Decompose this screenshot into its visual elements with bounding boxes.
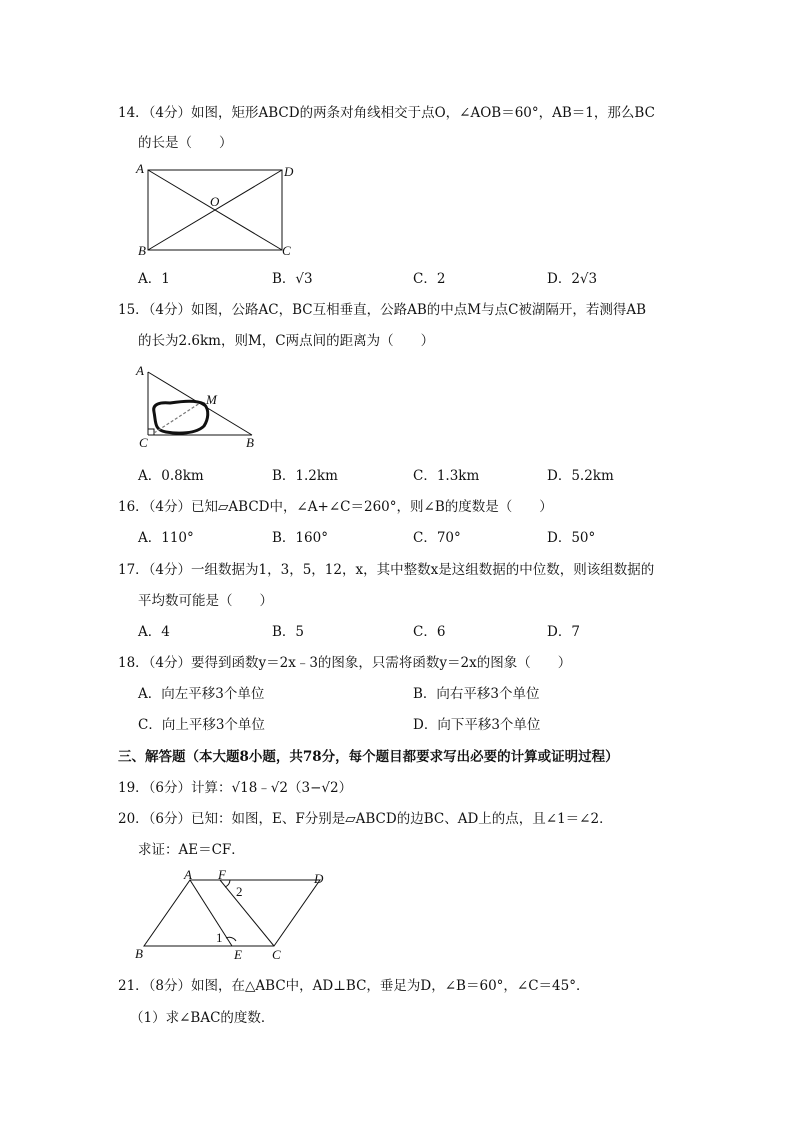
q14-option-b: B．√3 [272,271,313,287]
q16-option-c: C．70° [413,530,461,546]
q20-label-angle1: 1 [216,930,223,945]
q14-stem-line2: 的长是（ ） [138,135,233,151]
q14-label-o: O [210,194,220,209]
q14-option-d: D．2√3 [547,271,598,287]
q20-label-angle2: 2 [236,884,243,899]
q18-option-b: B．向右平移3个单位 [413,686,540,702]
q15-label-a: A [136,363,144,378]
q17-option-d: D．7 [547,624,580,640]
q17-option-b: B．5 [272,624,305,640]
q17-stem-line2: 平均数可能是（ ） [138,593,273,609]
q14-option-a: A．1 [138,271,170,287]
q15-stem-line2: 的长为2.6km，则M，C两点间的距离为（ ） [138,333,435,349]
section-3-heading: 三、解答题（本大题8小题，共78分，每个题目都要求写出必要的计算或证明过程） [118,749,619,765]
q20-label-f: F [218,867,226,882]
q16-stem: 16．（4分）已知▱ABCD中，∠A+∠C＝260°，则∠B的度数是（ ） [118,499,553,515]
q17-option-a: A．4 [138,624,170,640]
q18-option-d: D．向下平移3个单位 [413,717,541,733]
q15-option-c: C．1.3km [413,468,480,484]
q20-stem-line2: 求证：AE＝CF． [138,842,245,858]
q15-label-m: M [206,392,217,407]
q20-label-b: B [135,946,143,961]
q20-label-d: D [314,871,324,886]
q20-parallelogram-figure [132,868,342,963]
q20-label-e: E [234,947,242,962]
q17-stem-line1: 17．（4分）一组数据为1，3，5，12，x，其中整数x是这组数据的中位数，则该组数据的 [118,562,655,578]
q14-label-c: C [282,243,291,258]
q21-part1: （1）求∠BAC的度数． [130,1010,275,1026]
q19-stem: 19．（6分）计算：√18﹣√2（3−√2） [118,780,353,796]
q14-label-d: D [284,164,294,179]
q15-label-c: C [139,435,148,450]
q14-label-a: A [136,161,144,176]
q16-option-a: A．110° [138,530,194,546]
q15-option-a: A．0.8km [138,468,204,484]
q14-stem-line1: 14．（4分）如图，矩形ABCD的两条对角线相交于点O，∠AOB＝60°，AB＝1，那么BC [118,105,655,121]
q15-label-b: B [246,435,254,450]
q21-stem: 21．（8分）如图，在△ABC中，AD⊥BC，垂足为D，∠B＝60°，∠C＝45°． [118,978,590,994]
q16-option-d: D．50° [547,530,596,546]
q20-stem-line1: 20．（6分）已知：如图，E、F分别是▱ABCD的边BC、AD上的点，且∠1＝∠2． [118,811,613,827]
q14-rectangle-figure [130,160,300,260]
q20-label-c: C [272,947,281,962]
q18-stem: 18．（4分）要得到函数y＝2x﹣3的图象，只需将函数y＝2x的图象（ ） [118,655,572,671]
q15-lake-figure [134,360,264,455]
q15-stem-line1: 15．（4分）如图，公路AC，BC互相垂直，公路AB的中点M与点C被湖隔开，若测得AB [118,302,647,318]
q17-option-c: C．6 [413,624,446,640]
q15-option-b: B．1.2km [272,468,338,484]
q15-option-d: D．5.2km [547,468,614,484]
q14-label-b: B [138,243,146,258]
q18-option-c: C．向上平移3个单位 [138,717,265,733]
q16-option-b: B．160° [272,530,328,546]
q20-label-a: A [184,867,192,882]
q14-option-c: C．2 [413,271,446,287]
q18-option-a: A．向左平移3个单位 [138,686,265,702]
